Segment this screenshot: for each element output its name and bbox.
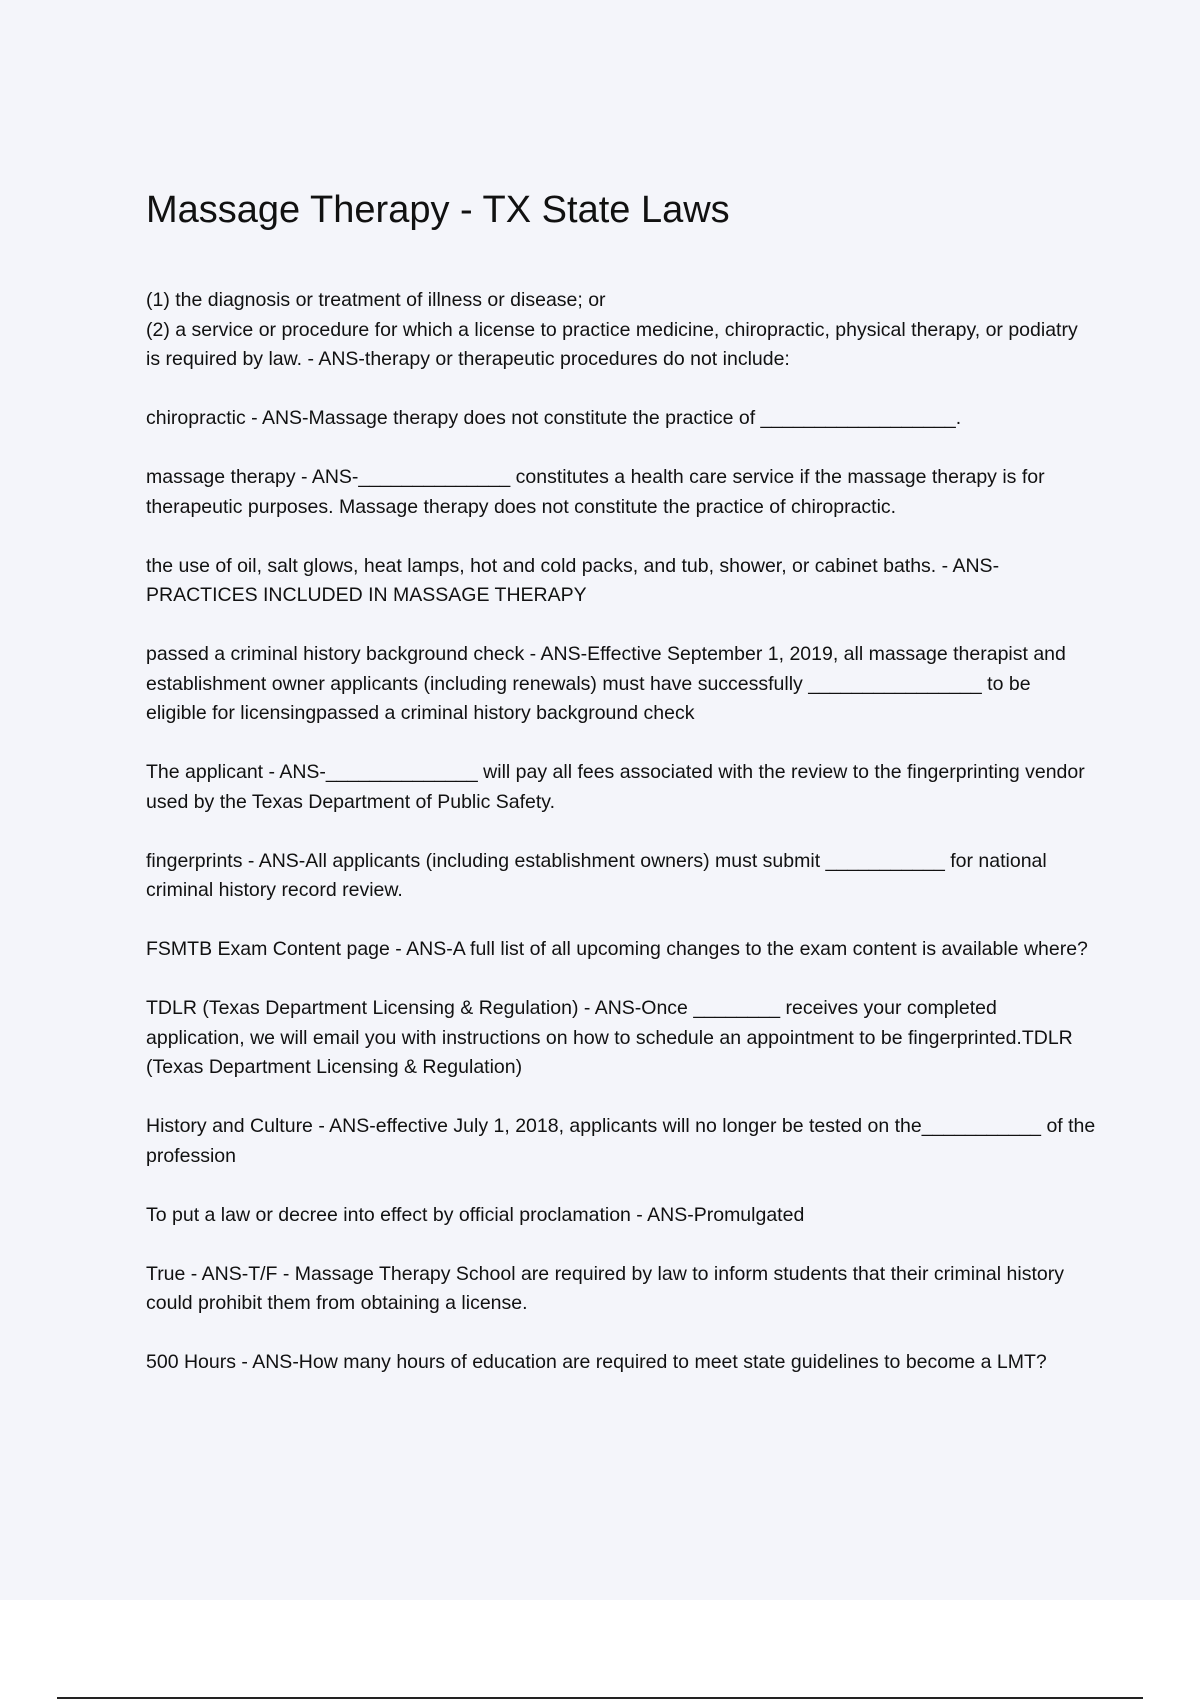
entry-line: (2) a service or procedure for which a license to practice medicine, chiropractic, physical therapy, or podiatry is required by law. - ANS-therapy or therapeutic procedures do not include: [146, 318, 1078, 370]
document-content [146, 186, 1096, 1407]
entry-10 [146, 1112, 1096, 1171]
entry-9 [146, 994, 1096, 1083]
entry-8 [146, 935, 1096, 965]
footer-divider [57, 1697, 1143, 1699]
entry-3 [146, 463, 1096, 522]
entry-1 [146, 286, 1096, 375]
entry-line: 500 Hours - ANS-How many hours of education are required to meet state guidelines to become a LMT? [146, 1351, 1047, 1373]
entry-7 [146, 847, 1096, 906]
document-title: Massage Therapy - TX State Laws [146, 189, 730, 231]
entry-line: FSMTB Exam Content page - ANS-A full list of all upcoming changes to the exam content is available where? [146, 938, 1088, 960]
entry-11 [146, 1201, 1096, 1231]
entry-12 [146, 1260, 1096, 1319]
entry-4 [146, 552, 1096, 611]
entry-line: chiropractic - ANS-Massage therapy does not constitute the practice of __________________. [146, 407, 962, 429]
entry-line: passed a criminal history background check - ANS-Effective September 1, 2019, all massage therapist and establishment owner applicants (including renewals) must have successfully ________________ to be eligible for licensingpassed a criminal history background check [146, 643, 1066, 724]
entry-line: True - ANS-T/F - Massage Therapy School are required by law to inform students that their criminal history could prohibit them from obtaining a license. [146, 1262, 1064, 1314]
entry-line: History and Culture - ANS-effective July 1, 2018, applicants will no longer be tested on the___________ of the profession [146, 1115, 1096, 1167]
entry-line: (1) the diagnosis or treatment of illness or disease; or [146, 289, 606, 311]
entry-2 [146, 404, 1096, 434]
entry-line: the use of oil, salt glows, heat lamps, hot and cold packs, and tub, shower, or cabinet baths. - ANS-PRACTICES INCLUDED IN MASSAGE THERAPY [146, 554, 1000, 606]
entry-5 [146, 640, 1096, 729]
entry-line: TDLR (Texas Department Licensing & Regulation) - ANS-Once ________ receives your completed application, we will email you with instructions on how to schedule an appointment to be fingerprinted.TDLR (Texas Department Licensing & Regulation) [146, 997, 1073, 1078]
entry-line: The applicant - ANS-______________ will pay all fees associated with the review to the fingerprinting vendor used by the Texas Department of Public Safety. [146, 761, 1085, 813]
entry-line: massage therapy - ANS-______________ constitutes a health care service if the massage therapy is for therapeutic purposes. Massage therapy does not constitute the practice of chiropractic. [146, 466, 1045, 518]
entry-line: fingerprints - ANS-All applicants (including establishment owners) must submit ___________ for national criminal history record review. [146, 849, 1047, 901]
entry-13 [146, 1348, 1096, 1378]
entry-line: To put a law or decree into effect by official proclamation - ANS-Promulgated [146, 1203, 805, 1226]
entry-6 [146, 758, 1096, 817]
